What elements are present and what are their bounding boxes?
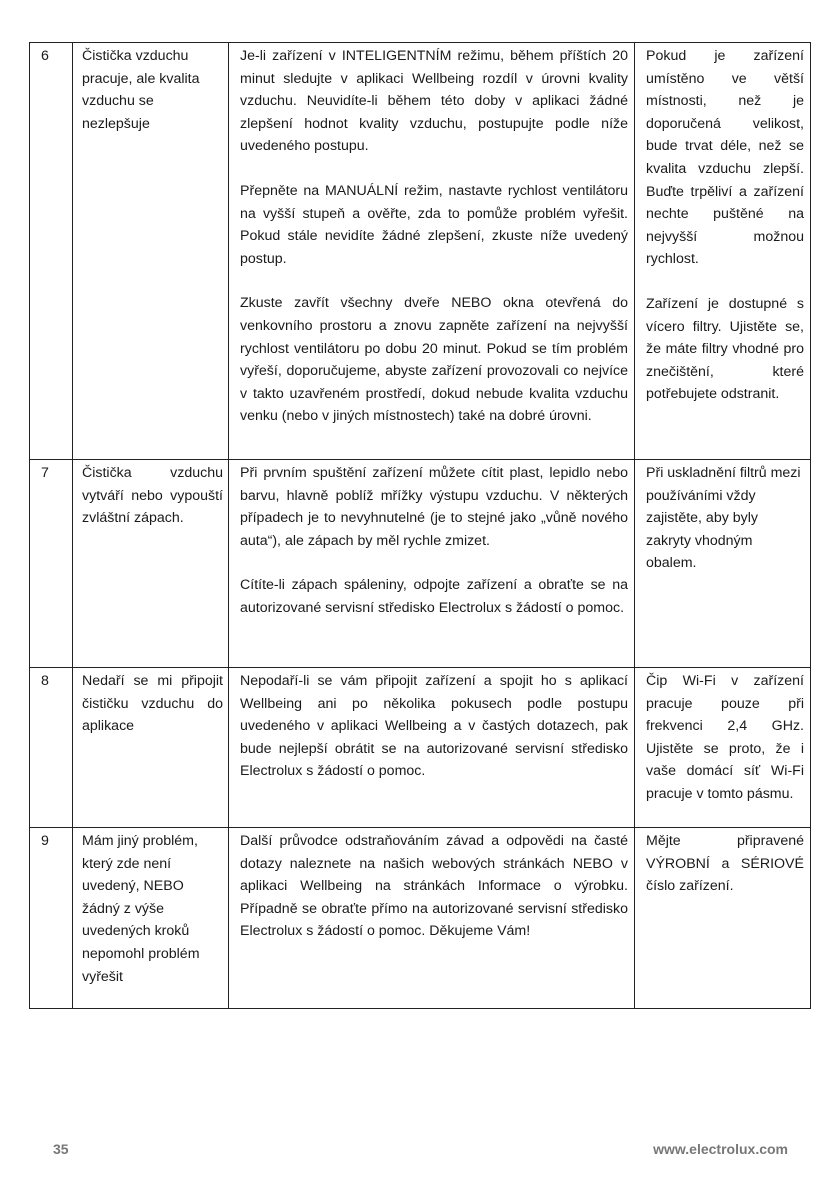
solution-cell <box>229 828 635 1009</box>
row-number: 6 <box>30 43 73 460</box>
note-paragraph: Při uskladnění filtrů mezi používáními vždy zajistěte, aby byly zakryty vhodným obalem. <box>646 465 801 572</box>
problem-cell: Mám jiný problém, který zde není uvedený, NEBO žádný z výše uvedených kroků nepomohl problém vyřešit <box>73 828 229 1009</box>
row-number: 8 <box>30 668 73 828</box>
troubleshooting-table <box>29 42 811 1009</box>
table-row <box>30 460 811 668</box>
solution-paragraph: Nepodaří-li se vám připojit zařízení a spojit ho s aplikací Wellbeing ani po několika pokusech podle postupu uvedeného v aplikaci Wellbeing a v častých dotazech, pak bude nejlepší obrátit se na autorizované servisní středisko Electrolux s žádostí o pomoc. <box>240 673 628 780</box>
note-cell <box>635 668 811 828</box>
table-row <box>30 43 811 460</box>
problem-cell: Čistička vzduchu pracuje, ale kvalita vzduchu se nezlepšuje <box>73 43 229 460</box>
solution-cell <box>229 43 635 460</box>
page-number: 35 <box>53 1141 69 1157</box>
solution-paragraph: Je-li zařízení v INTELIGENTNÍM režimu, během příštích 20 minut sledujte v aplikaci Wellbeing rozdíl v úrovni kvality vzduchu. Neuvidíte-li během této doby v aplikaci žádné zlepšení hodnot kvality vzduchu, postupujte podle níže uvedeného postupu. <box>240 48 628 155</box>
row-number: 9 <box>30 828 73 1009</box>
table-row <box>30 828 811 1009</box>
problem-cell: Nedaří se mi připojit čističku vzduchu do aplikace <box>73 668 229 828</box>
solution-cell <box>229 460 635 668</box>
solution-cell <box>229 668 635 828</box>
solution-paragraph: Zkuste zavřít všechny dveře NEBO okna otevřená do venkovního prostoru a znovu zapněte zařízení na nejvyšší rychlost ventilátoru po dobu 20 minut. Pokud se tím problém vyřeší, doporučujeme, abyste zařízení provozovali co nejvíce v takto uzavřeném prostředí, dokud nebude kvalita vzduchu venku (nebo v jiných místnostech) také na dobré úrovni. <box>240 295 628 425</box>
note-cell <box>635 43 811 460</box>
table-row <box>30 668 811 828</box>
solution-paragraph: Cítíte-li zápach spáleniny, odpojte zařízení a obraťte se na autorizované servisní středisko Electrolux s žádostí o pomoc. <box>240 577 628 616</box>
solution-paragraph: Přepněte na MANUÁLNÍ režim, nastavte rychlost ventilátoru na vyšší stupeň a ověřte, zda to pomůže problém vyřešit. Pokud stále nevidíte žádné zlepšení, zkuste níže uvedený postup. <box>240 182 628 267</box>
note-paragraph: Čip Wi-Fi v zařízení pracuje pouze při frekvenci 2,4 GHz. Ujistěte se proto, že i vaše domácí síť Wi-Fi pracuje v tomto pásmu. <box>646 673 804 802</box>
website-link[interactable]: www.electrolux.com <box>653 1141 788 1157</box>
solution-paragraph: Další průvodce odstraňováním závad a odpovědi na časté dotazy naleznete na našich webových stránkách NEBO v aplikaci Wellbeing na stránkách Informace o výrobku. Případně se obraťte přímo na autorizované servisní středisko Electrolux s žádostí o pomoc. Děkujeme Vám! <box>240 833 628 940</box>
row-number: 7 <box>30 460 73 668</box>
problem-cell: Čistička vzduchu vytváří nebo vypouští zvláštní zápach. <box>73 460 229 668</box>
note-paragraph: Mějte připravené VÝROBNÍ a SÉRIOVÉ číslo zařízení. <box>646 833 804 895</box>
note-paragraph: Zařízení je dostupné s vícero filtry. Ujistěte se, že máte filtry vhodné pro znečištění, které potřebujete odstranit. <box>646 295 804 403</box>
note-cell <box>635 828 811 1009</box>
solution-paragraph: Při prvním spuštění zařízení můžete cítit plast, lepidlo nebo barvu, hlavně poblíž mřížky výstupu vzduchu. V některých případech je to nevyhnutelné (je to stejné jako „vůně nového auta“), ale zápach by měl rychle zmizet. <box>240 465 628 549</box>
note-cell <box>635 460 811 668</box>
note-paragraph: Pokud je zařízení umístěno ve větší místnosti, než je doporučená velikost, bude trvat déle, než se kvalita vzduchu zlepší. Buďte trpěliví a zařízení nechte puštěné na nejvyšší možnou rychlost. <box>646 48 804 268</box>
